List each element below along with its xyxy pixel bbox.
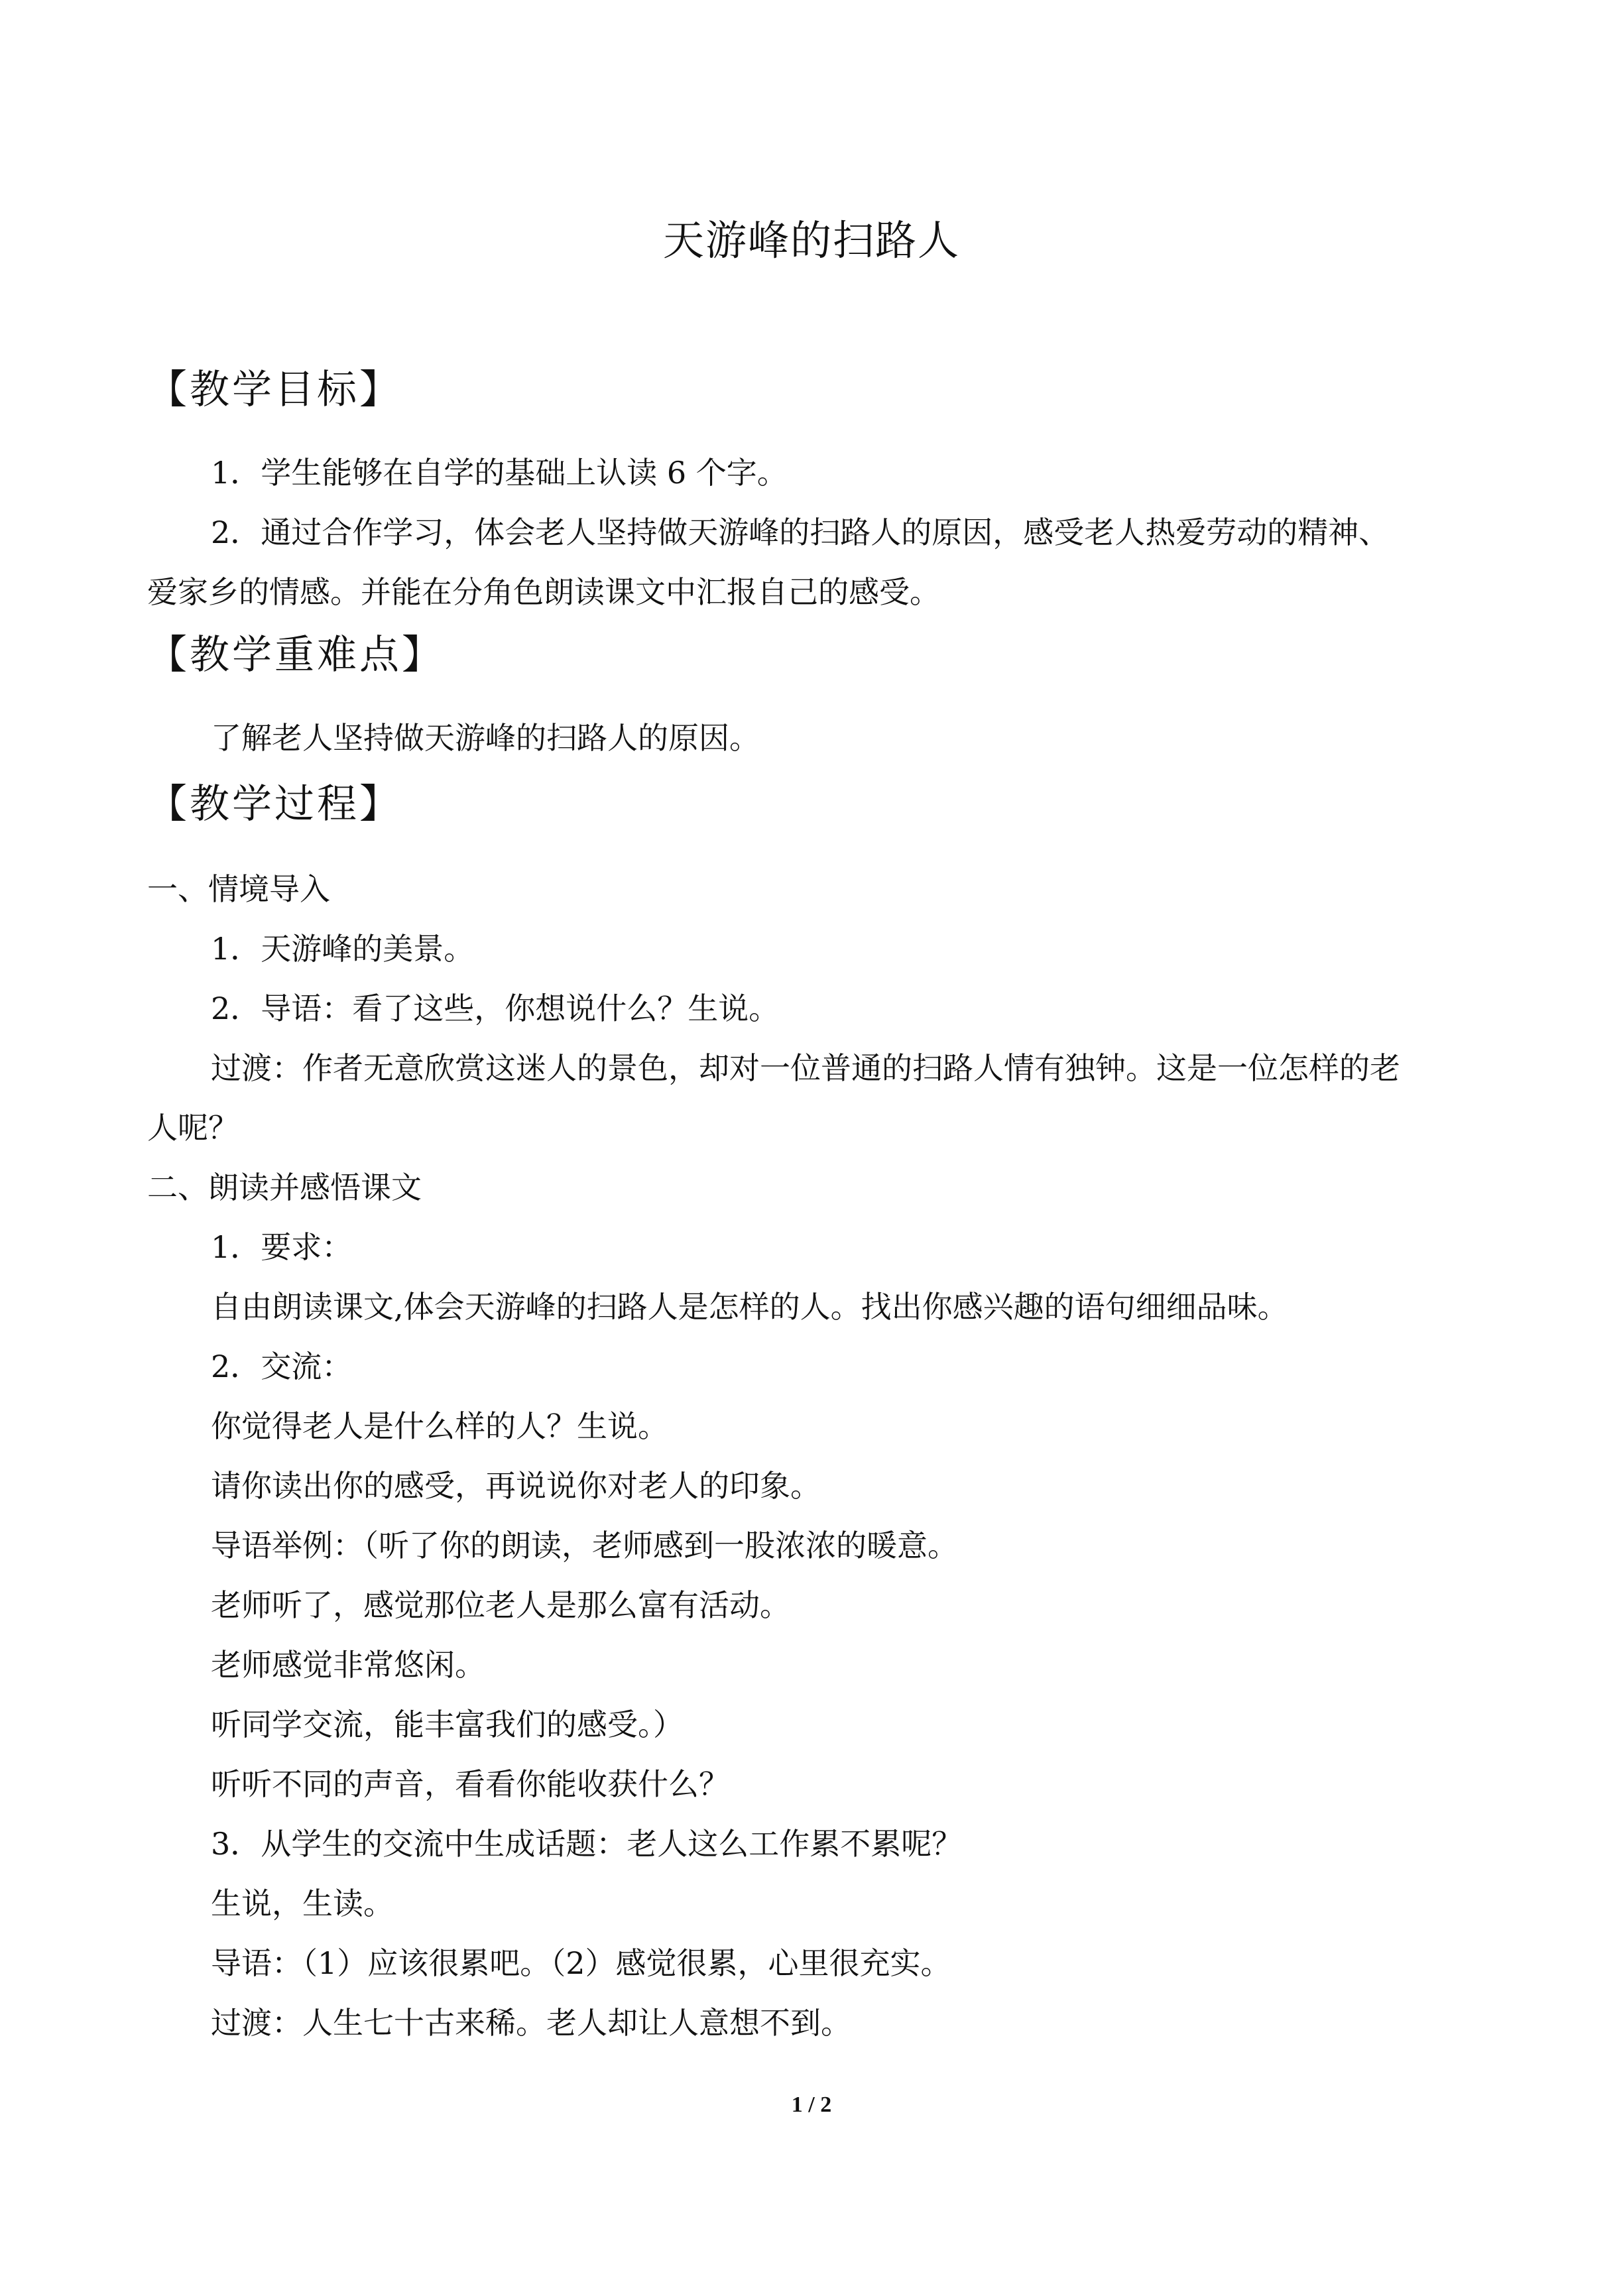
objective-item-1: 1．学生能够在自学的基础上认读 6 个字。	[211, 455, 788, 491]
section-2-item-1: 1．要求：	[211, 1229, 353, 1265]
section-2-example-3: 老师感觉非常悠闲。	[211, 1647, 485, 1683]
section-1-transition-line-1: 过渡：作者无意欣赏这迷人的景色，却对一位普通的扫路人情有独钟。这是一位怎样的老	[211, 1050, 1400, 1086]
section-2-example-1: 导语举例：（听了你的朗读，老师感到一股浓浓的暖意。	[211, 1528, 958, 1563]
section-2-listen: 听听不同的声音，看看你能收获什么？	[211, 1766, 729, 1802]
section-2-question-1: 你觉得老人是什么样的人？生说。	[211, 1408, 668, 1444]
section-1-item-2: 2．导语：看了这些，你想说什么？生说。	[211, 991, 780, 1026]
section-1-item-1: 1．天游峰的美景。	[211, 931, 475, 967]
key-points-text: 了解老人坚持做天游峰的扫路人的原因。	[211, 720, 760, 756]
heading-process: 【教学过程】	[147, 781, 402, 827]
section-2-item-2: 2．交流：	[211, 1349, 353, 1384]
section-2-transition: 过渡：人生七十古来稀。老人却让人意想不到。	[211, 2005, 851, 2041]
objective-item-2-line-1: 2．通过合作学习，体会老人坚持做天游峰的扫路人的原因，感受老人热爱劳动的精神、	[211, 514, 1390, 550]
heading-objectives: 【教学目标】	[147, 367, 402, 413]
section-1-transition-line-2: 人呢？	[147, 1110, 239, 1146]
document-title: 天游峰的扫路人	[662, 216, 960, 265]
section-2-example-2: 老师听了，感觉那位老人是那么富有活动。	[211, 1587, 790, 1623]
section-2-student: 生说，生读。	[211, 1886, 394, 1921]
page-number: 1 / 2	[791, 2092, 832, 2117]
section-2-item-1-text: 自由朗读课文,体会天游峰的扫路人是怎样的人。找出你感兴趣的语句细细品味。	[211, 1289, 1288, 1325]
section-2-guide: 导语：（1）应该很累吧。（2）感觉很累，心里很充实。	[211, 1945, 951, 1981]
section-2-example-4: 听同学交流，能丰富我们的感受。）	[211, 1707, 684, 1742]
objective-item-2-line-2: 爱家乡的情感。并能在分角色朗读课文中汇报自己的感受。	[147, 574, 940, 610]
section-2-heading: 二、朗读并感悟课文	[147, 1170, 422, 1205]
heading-key-points: 【教学重难点】	[147, 632, 444, 678]
section-2-question-2: 请你读出你的感受，再说说你对老人的印象。	[211, 1468, 821, 1504]
section-2-item-3: 3．从学生的交流中生成话题：老人这么工作累不累呢？	[211, 1826, 963, 1862]
section-1-heading: 一、情境导入	[147, 871, 330, 907]
